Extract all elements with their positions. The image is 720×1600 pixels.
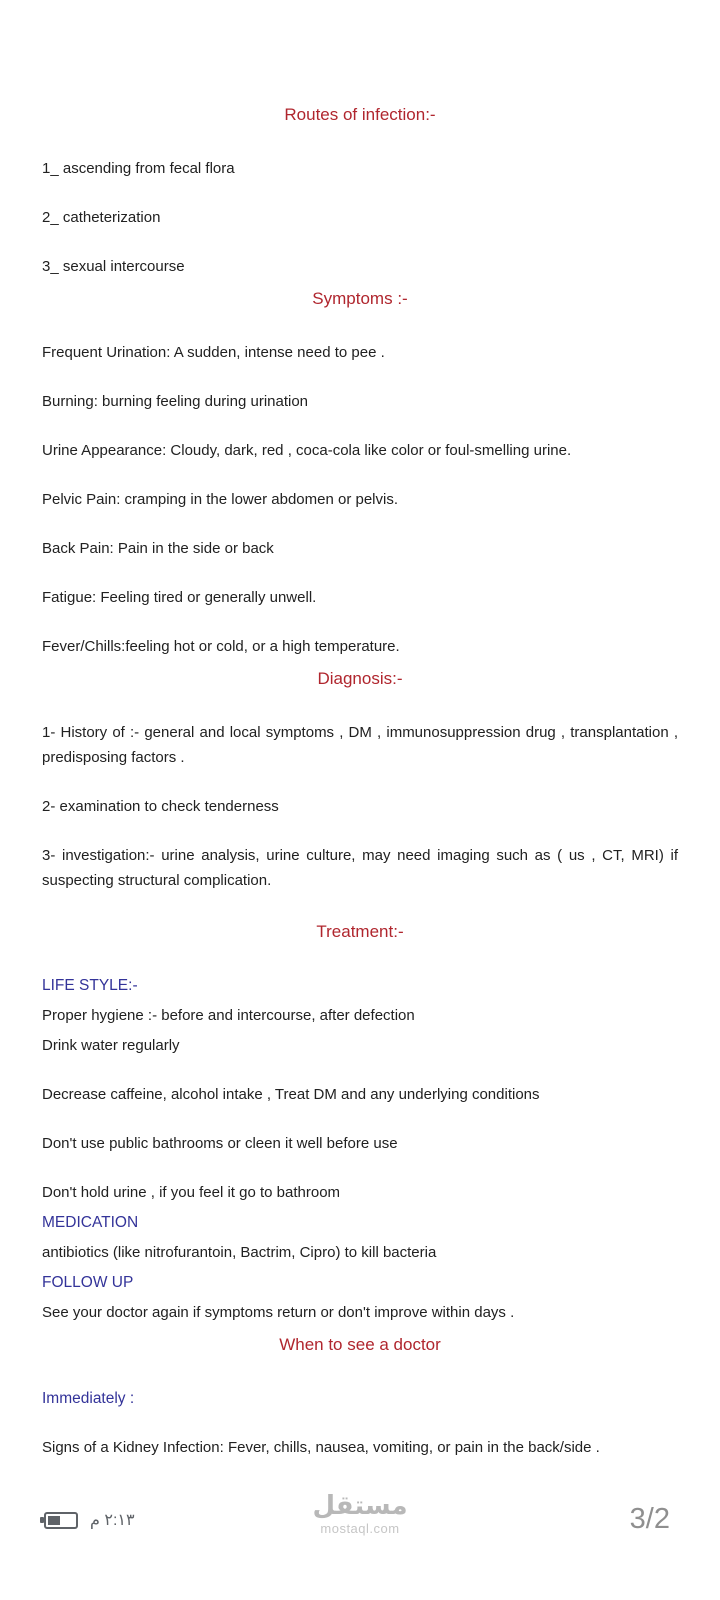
doc-paragraph: Urine Appearance: Cloudy, dark, red , coca-cola like color or foul-smelling urine. [42,442,572,459]
doc-paragraph: 2- examination to check tenderness [42,798,279,815]
doc-heading: When to see a doctor [279,1335,441,1354]
doc-paragraph: Burning: burning feeling during urination [42,393,309,410]
doc-paragraph: 1_ ascending from fecal flora [42,160,235,177]
doc-subheading: Immediately : [42,1390,135,1407]
doc-subheading: FOLLOW UP [42,1274,134,1291]
watermark-url: mostaql.com [320,1521,400,1536]
doc-heading: Routes of infection:- [284,105,436,124]
doc-subheading: MEDICATION [42,1214,139,1231]
doc-paragraph: Don't use public bathrooms or cleen it well before use [42,1135,398,1152]
doc-paragraph: antibiotics (like nitrofurantoin, Bactrim, Cipro) to kill bacteria [42,1244,437,1261]
doc-subheading: LIFE STYLE:- [42,977,138,994]
doc-paragraph: Frequent Urination: A sudden, intense need to pee . [42,344,385,361]
doc-paragraph: Signs of a Kidney Infection: Fever, chills, nausea, vomiting, or pain in the back/side . [42,1439,600,1456]
doc-paragraph: Fatigue: Feeling tired or generally unwell. [42,589,317,606]
doc-heading: Diagnosis:- [317,669,403,688]
doc-paragraph: Drink water regularly [42,1037,180,1054]
doc-paragraph: Don't hold urine , if you feel it go to bathroom [42,1184,341,1201]
doc-paragraph: 3_ sexual intercourse [42,258,185,275]
clock-time: ٢:١٣ م [90,1512,135,1529]
doc-paragraph: 2_ catheterization [42,209,161,226]
doc-paragraph: 1- History of :- general and local symptoms , DM , immunosuppression drug , transplantation , predisposing factors . [42,724,678,766]
watermark [0,1492,720,1538]
doc-paragraph: See your doctor again if symptoms return or don't improve within days . [42,1304,515,1321]
doc-paragraph: Fever/Chills:feeling hot or cold, or a high temperature. [42,638,400,655]
doc-heading: Treatment:- [316,922,404,941]
doc-paragraph: Proper hygiene :- before and intercourse, after defection [42,1007,415,1024]
doc-paragraph: Pelvic Pain: cramping in the lower abdomen or pelvis. [42,491,399,508]
doc-paragraph: 3- investigation:- urine analysis, urine culture, may need imaging such as ( us , CT, MRI) if suspecting structural complication. [42,847,678,889]
page-indicator: 3/2 [629,1503,670,1535]
doc-paragraph: Decrease caffeine, alcohol intake , Treat DM and any underlying conditions [42,1086,540,1103]
watermark-logo: مستقل [312,1490,408,1520]
doc-paragraph: Back Pain: Pain in the side or back [42,540,274,557]
doc-heading: Symptoms :- [312,289,408,308]
